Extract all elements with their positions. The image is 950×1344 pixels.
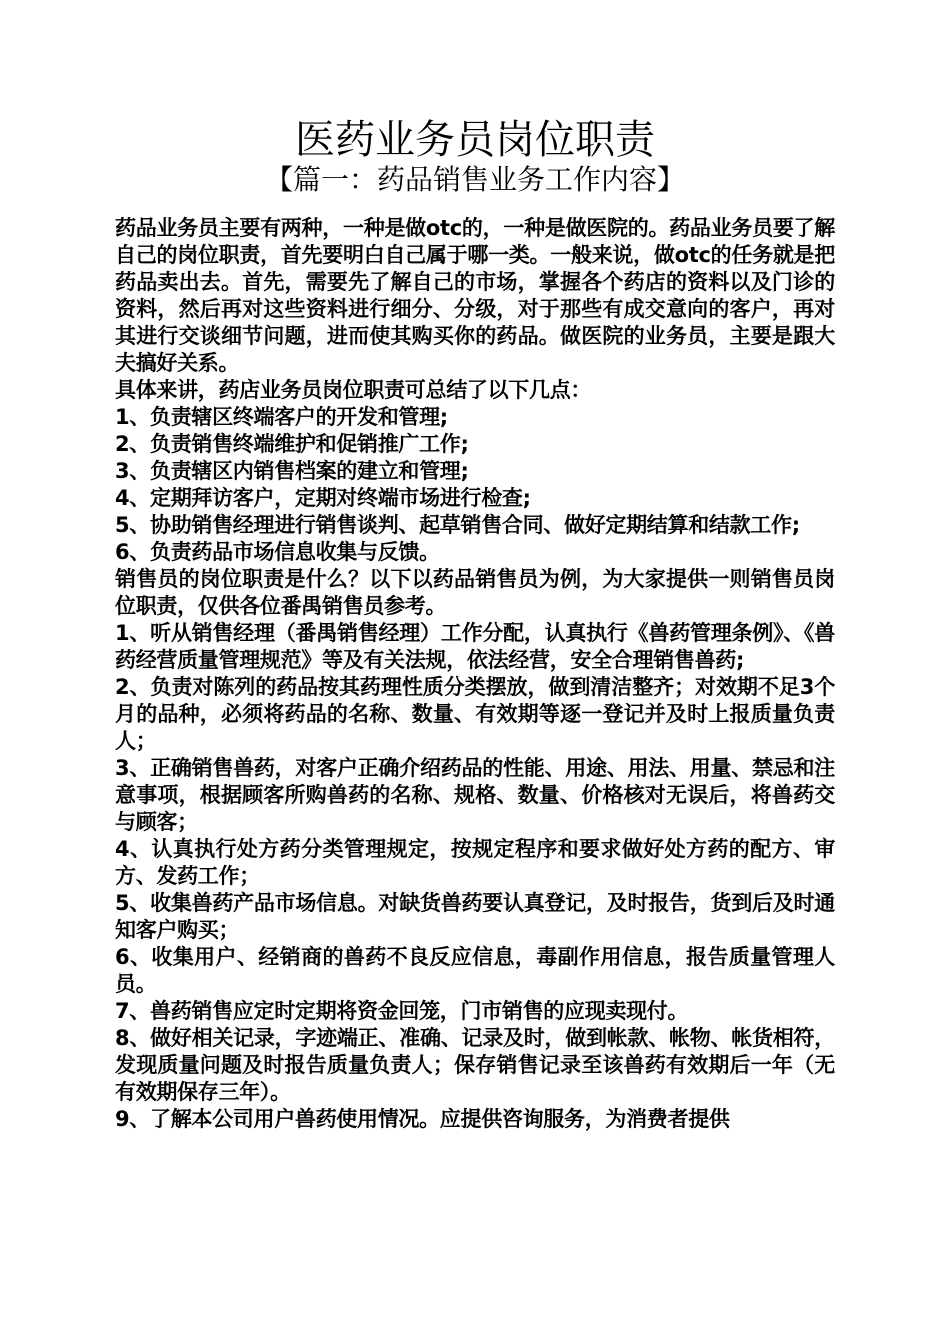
- list-item-store-duty-3: 3、负责辖区内销售档案的建立和管理;: [115, 459, 469, 483]
- list-item-sales-duty-1: 1、听从销售经理（番禺销售经理）工作分配，认真执行《兽药管理条例》、《兽药经营质量管理规范》等及有关法规，依法经营，安全合理销售兽药;: [115, 621, 835, 672]
- paragraph-summary-lead: 具体来讲，药店业务员岗位职责可总结了以下几点：: [115, 378, 592, 402]
- paragraph-intro: 药品业务员主要有两种，一种是做otc的，一种是做医院的。药品业务员要了解自己的岗位职责，首先要明白自己属于哪一类。一般来说，做otc的任务就是把药品卖出去。首先，需要先了解自己的市场，掌握各个药店的资料以及门诊的资料，然后再对这些资料进行细分、分级，对于那些有成交意向的客户，再对其进行交谈细节问题，进而使其购买你的药品。做医院的业务员，主要是跟大夫搞好关系。: [115, 216, 835, 375]
- paragraph-sales-lead: 销售员的岗位职责是什么？以下以药品销售员为例，为大家提供一则销售员岗位职责，仅供各位番禺销售员参考。: [115, 567, 835, 618]
- list-item-sales-duty-4: 4、认真执行处方药分类管理规定，按规定程序和要求做好处方药的配方、审方、发药工作；: [115, 837, 835, 888]
- list-item-store-duty-4: 4、定期拜访客户，定期对终端市场进行检查;: [115, 486, 531, 510]
- list-item-sales-duty-9: 9、了解本公司用户兽药使用情况。应提供咨询服务，为消费者提供: [115, 1107, 730, 1131]
- list-item-store-duty-6: 6、负责药品市场信息收集与反馈。: [115, 540, 440, 564]
- document-title: 医药业务员岗位职责: [295, 117, 655, 163]
- list-item-sales-duty-8: 8、做好相关记录，字迹端正、准确、记录及时，做到帐款、帐物、帐货相符，发现质量问题及时报告质量负责人；保存销售记录至该兽药有效期后一年（无有效期保存三年）。: [115, 1026, 835, 1104]
- list-item-sales-duty-6: 6、收集用户、经销商的兽药不良反应信息，毒副作用信息，报告质量管理人员。: [115, 945, 835, 996]
- list-item-sales-duty-3: 3、正确销售兽药，对客户正确介绍药品的性能、用途、用法、用量、禁忌和注意事项，根据顾客所购兽药的名称、规格、数量、价格核对无误后，将兽药交与顾客；: [115, 756, 835, 834]
- list-item-store-duty-5: 5、协助销售经理进行销售谈判、起草销售合同、做好定期结算和结款工作;: [115, 513, 800, 537]
- document-subtitle: 【篇一：药品销售业务工作内容】: [264, 163, 685, 196]
- list-item-store-duty-1: 1、负责辖区终端客户的开发和管理;: [115, 405, 448, 429]
- list-item-sales-duty-7: 7、兽药销售应定时定期将资金回笼，门市销售的应现卖现付。: [115, 999, 689, 1023]
- document-body: [115, 215, 835, 1133]
- list-item-sales-duty-5: 5、收集兽药产品市场信息。对缺货兽药要认真登记，及时报告，货到后及时通知客户购买；: [115, 891, 835, 942]
- list-item-sales-duty-2: 2、负责对陈列的药品按其药理性质分类摆放，做到清洁整齐；对效期不足3个月的品种，必须将药品的名称、数量、有效期等逐一登记并及时上报质量负责人；: [115, 675, 835, 753]
- list-item-store-duty-2: 2、负责销售终端维护和促销推广工作;: [115, 432, 469, 456]
